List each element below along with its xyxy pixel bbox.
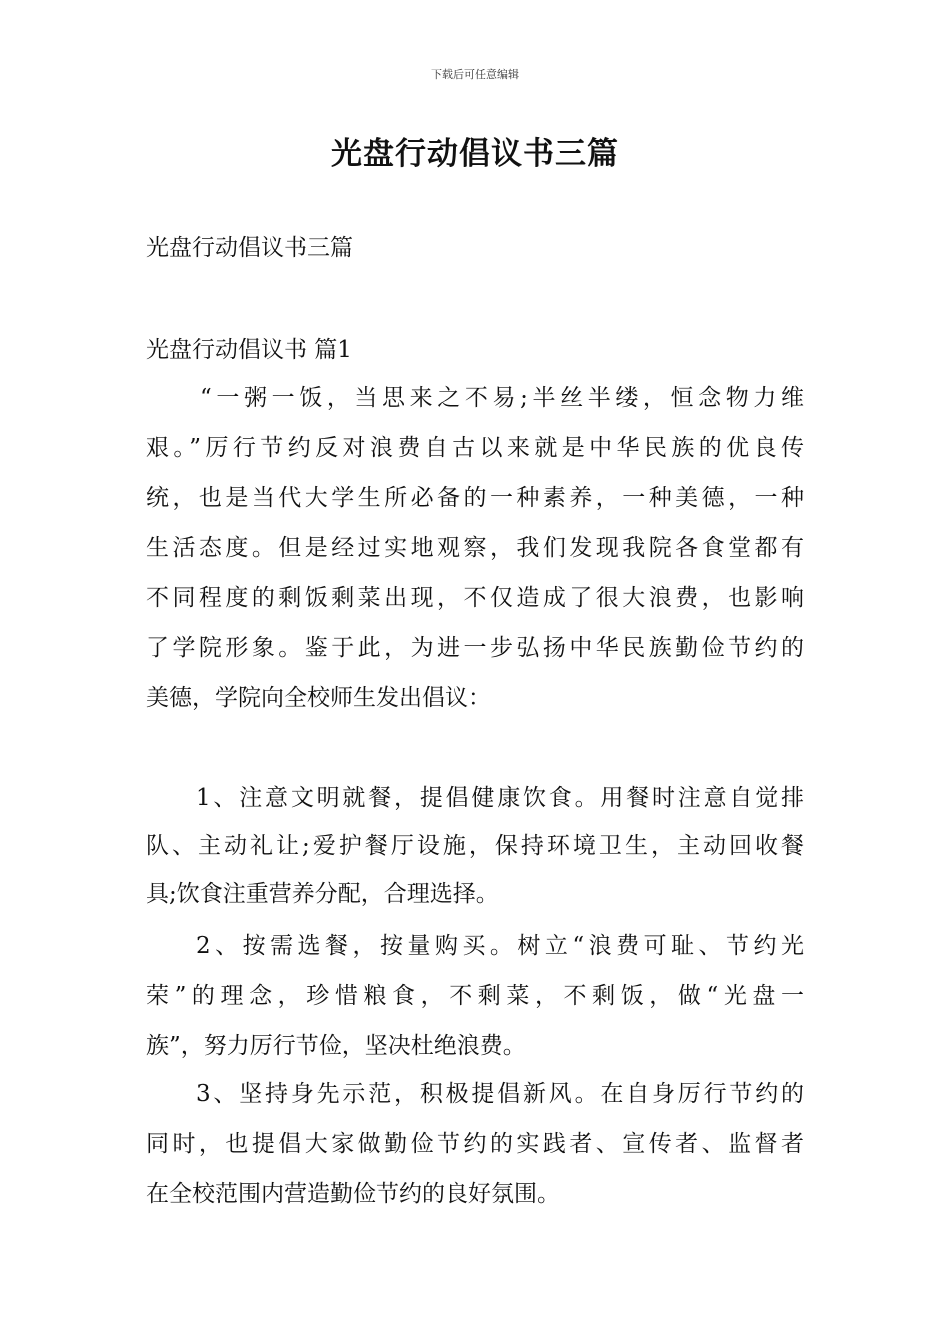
paragraph-line: 3、坚持身先示范，积极提倡新风。在自身厉行节约的 (196, 1081, 804, 1107)
document-title: 光盘行动倡议书三篇 (331, 136, 619, 172)
paragraph-line: 美德，学院向全校师生发出倡议： (146, 685, 491, 711)
header-note: 下载后可任意编辑 (431, 68, 519, 81)
section-heading: 光盘行动倡议书 篇1 (146, 337, 352, 363)
paragraph-line: 同时，也提倡大家做勤俭节约的实践者、宣传者、监督者 (146, 1131, 804, 1157)
paragraph-line: 具;饮食注重营养分配，合理选择。 (146, 881, 499, 907)
paragraph-line: “一粥一饭，当思来之不易;半丝半缕，恒念物力维 (200, 385, 804, 411)
paragraph-line: 生活态度。但是经过实地观察，我们发现我院各食堂都有 (146, 535, 804, 561)
paragraph-line: 不同程度的剩饭剩菜出现，不仅造成了很大浪费，也影响 (146, 585, 804, 611)
paragraph-line: 2、按需选餐，按量购买。树立“浪费可耻、节约光 (196, 933, 804, 959)
paragraph-line: 族”，努力厉行节俭，坚决杜绝浪费。 (146, 1033, 526, 1059)
paragraph-line: 了学院形象。鉴于此，为进一步弘扬中华民族勤俭节约的 (146, 635, 804, 661)
document-subtitle: 光盘行动倡议书三篇 (146, 235, 353, 261)
paragraph-line: 1、注意文明就餐，提倡健康饮食。用餐时注意自觉排 (196, 785, 804, 811)
paragraph-line: 在全校范围内营造勤俭节约的良好氛围。 (146, 1181, 560, 1207)
paragraph-line: 艰。”厉行节约反对浪费自古以来就是中华民族的优良传 (146, 435, 804, 461)
paragraph-line: 荣”的理念，珍惜粮食，不剩菜，不剩饭，做“光盘一 (146, 983, 804, 1009)
paragraph-line: 队、主动礼让;爱护餐厅设施，保持环境卫生，主动回收餐 (146, 833, 804, 859)
paragraph-line: 统，也是当代大学生所必备的一种素养，一种美德，一种 (146, 485, 804, 511)
